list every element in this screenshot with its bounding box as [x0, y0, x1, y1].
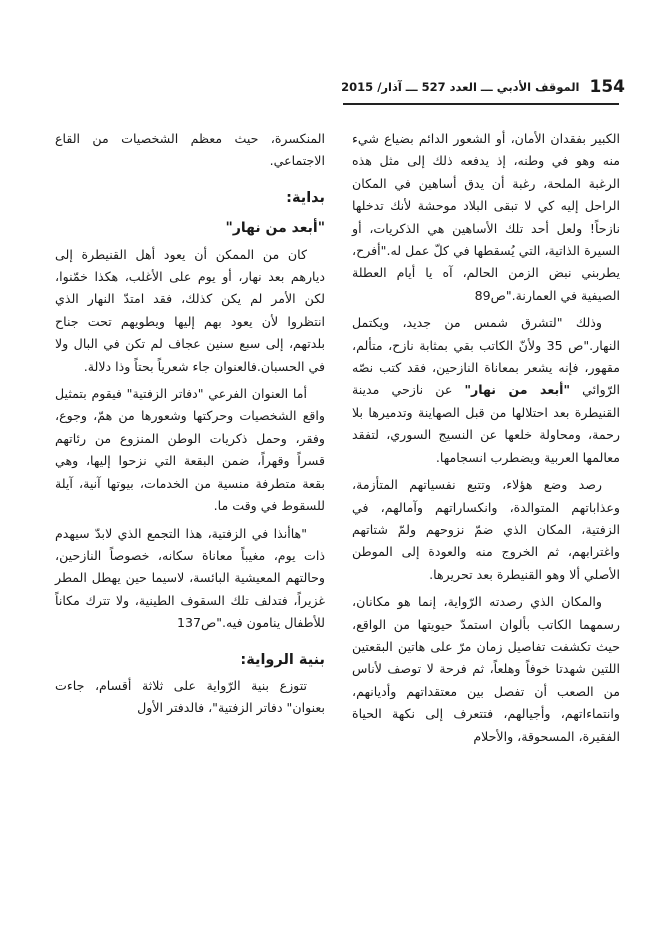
paragraph: كان من الممكن أن يعود أهل القنيطرة إلى ديارهم بعد نهار، أو يوم على الأغلب، هكذا خمّنوا، لكن الأمر لم يكن كذلك، فقد امتدّ النهار الذي انتظروا لأن يعود بهم إليها ويطويهم تحت جناح بلدتهم، إلى سبع سنين عجاف لم تكن في البال ولا في الحسبان.فالعنوان جاء شعرياً بحتاً وذا دلالة. [55, 246, 325, 374]
paragraph: تتوزع بنية الرّواية على ثلاثة أقسام، جاءت بعنوان" دفاتر الزفتية"، فالدفتر الأول [55, 677, 325, 716]
left-column [55, 128, 325, 720]
subheading-novel-title: "أبعد من نهار" [225, 220, 325, 237]
header-rule [343, 103, 619, 105]
journal-issue-line: الموقف الأدبي ـــ العدد 527 ـــ آذار/ 2015 [341, 80, 580, 94]
section-heading-beginning: بداية: [286, 189, 325, 206]
page-number: 154 [589, 77, 625, 97]
novel-title: "أبعد من نهار" [464, 382, 571, 398]
paragraph: وذلك "لتشرق شمس من جديد، ويكتمل النهار."ص 35 ولأنّ الكاتب بقي بمثابة نازح، متألم، مقهور، فإنه يشعر بمعاناة النازحين، فقد كتب نصّه الرّوائي "أبعد من نهار" عن نازحي مدينة القنيطرة بعد احتلالها من قبل الصهاينة وتدميرها بلا رحمة، ومحاولة خلعها عن النسيج السوري، لتفقد معالمها العربية ويضطرب انسجامها. [352, 315, 620, 465]
paragraph: الكبير بفقدان الأمان، أو الشعور الدائم بضياع شيء منه وهو في وطنه، إذ يدفعه ذلك إلى مثل هذه الرغبة الملحة، رغبة أن يدق أساهين في المكان الراحل إليه كي لا تبقى البلاد موحشة لأنك تدخلها نازحاً! ولعل أحد تلك الأساهين هي الذكريات، أو السيرة الذاتية، التي يُسقطها في كلّ عمل له."أفرح، يطربني نبض الزمن الحالم، آه يا أيام العطلة الصيفية في العمارنة."ص89 [352, 131, 620, 303]
paragraph: رصد وضع هؤلاء، وتتبع نفسياتهم المتأزمة، وعذاباتهم المتوالدة، وانكساراتهم وآمالهم، في الزفتية، المكان الذي ضمّ نزوحهم ولمّ شتاتهم واغترابهم، ثم الخروج منه والعودة إلى الموطن الأصلي ألا وهو القنيطرة بعد تحريرها. [352, 477, 620, 582]
paragraph: والمكان الذي رصدته الرّواية، إنما هو مكانان، رسمهما الكاتب بألوان استمدّ حيويتها من الواقع، حيث تكشفت تفاصيل زمان مرّ على هاتين البقعتين اللتين شهدتا خوفاً وهلعاً، ثم فرحة لا توصف لأناس من الصعب أن تفصل بين معتقداتهم وأديانهم، وانتماءاتهم، وأجيالهم، فتتعرف إلى نكهة الحياة الفقيرة، المسحوقة، والأحلام [352, 594, 620, 744]
paragraph: المنكسرة، حيث معظم الشخصيات من القاع الاجتماعي. [55, 131, 325, 169]
paragraph: أما العنوان الفرعي "دفاتر الزفتية" فيقوم بتمثيل واقع الشخصيات وحركتها وشعورها من همّ، وجوع، وفقر، وحمل ذكريات الوطن المنزوع من رئاتهم قسراً وقهراً، ضمن البقعة التي نزحوا إليها، وهي بقعة متطرفة منسية من الخدمات، بيوتها آنية، آيلة للسقوط في وقت ما. [55, 386, 325, 514]
right-column [352, 128, 620, 748]
paragraph: "هاأنذا في الزفتية، هذا التجمع الذي لابدّ سيهدم ذات يوم، مغيباً معاناة سكانه، خصوصاً النازحين، وحالتهم المعيشية البائسة، لاسيما حين يهطل المطر غزيراً، فتدلف تلك السقوف الطينية، ولا تترك مكاناً للأطفال ينامون فيه."ص137 [55, 525, 325, 631]
section-heading-structure: بنية الرواية: [240, 651, 325, 668]
page-header [340, 72, 625, 102]
